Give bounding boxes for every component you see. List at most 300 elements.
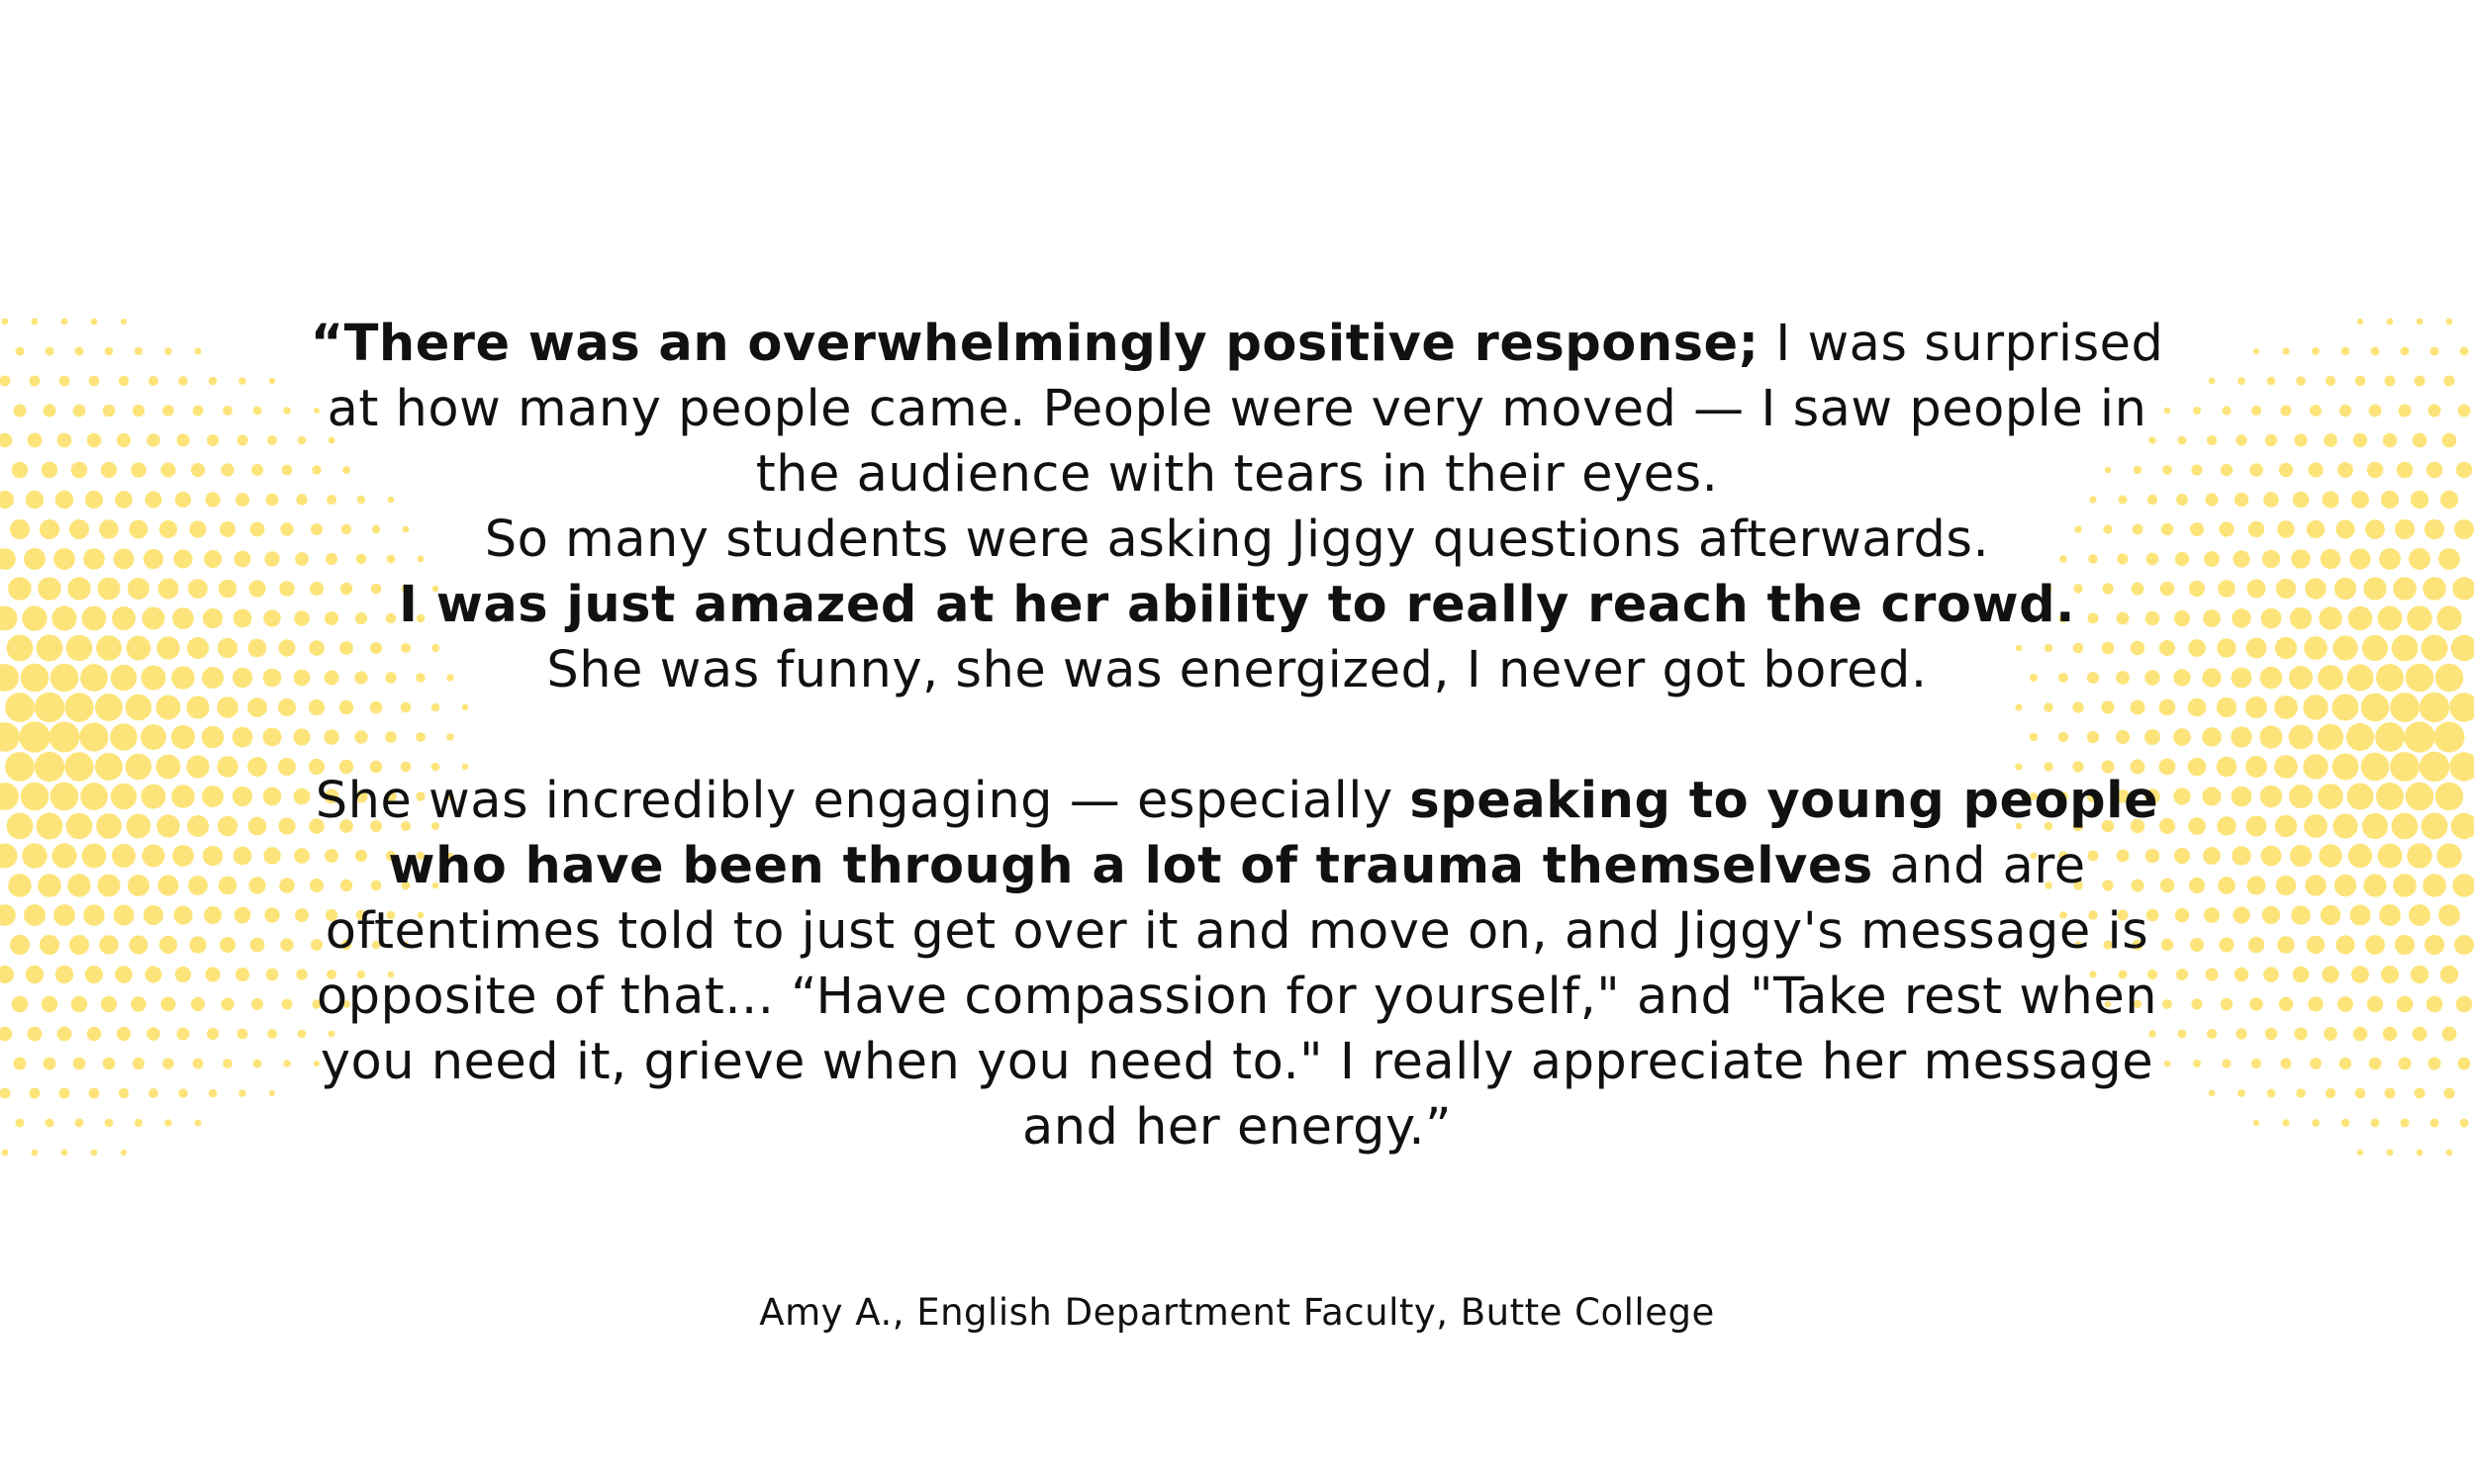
quote-text: So many students were asking Jiggy questions afterwards. [484,510,1990,569]
halftone-dot [223,406,233,416]
halftone-dot [177,434,190,447]
halftone-dot [2369,405,2382,417]
halftone-dot [2362,635,2388,661]
halftone-dot [28,433,43,448]
halftone-dot [2203,609,2221,627]
halftone-dot [2178,1030,2187,1039]
halftone-dot [238,1029,248,1040]
halftone-dot [2440,491,2458,509]
halftone-dot [69,935,89,955]
halftone-dot [2365,519,2385,539]
halftone-dot [2294,433,2307,446]
halftone-dot [248,877,265,893]
halftone-dot [21,783,49,811]
halftone-dot [238,435,248,446]
halftone-dot [2202,727,2222,747]
halftone-dot [2193,407,2201,415]
halftone-dot [251,998,263,1010]
halftone-dot [133,405,144,417]
halftone-dot [46,347,54,356]
halftone-dot [156,696,181,720]
halftone-dot [148,1088,158,1098]
halftone-dot [2334,578,2356,600]
halftone-dot [2425,519,2444,539]
halftone-dot [57,433,72,448]
halftone-dot [2246,816,2267,837]
halftone-dot [0,548,16,570]
halftone-dot [2460,1119,2469,1128]
halftone-dot [19,721,49,752]
halftone-dot [2362,813,2388,839]
halftone-dot [2233,906,2249,923]
halftone-dot [2193,1060,2201,1067]
halftone-dot [135,347,143,355]
halftone-dot [2209,1090,2216,1097]
halftone-dot [202,786,224,807]
halftone-dot [2423,874,2446,897]
halftone-dot [2369,1058,2382,1070]
halftone-dot [24,904,46,926]
halftone-dot [235,907,251,924]
halftone-dot [2442,433,2457,448]
halftone-dot [2413,433,2427,448]
halftone-dot [2221,998,2233,1010]
halftone-dot [2442,1027,2457,1042]
halftone-dot [2310,405,2322,417]
halftone-dot [2353,1027,2367,1041]
halftone-dot [2337,996,2353,1012]
halftone-dot [2385,1088,2396,1099]
halftone-dot [2293,967,2310,983]
halftone-dot [221,997,234,1010]
halftone-dot [5,693,35,722]
halftone-dot [7,813,34,840]
halftone-dot [2387,319,2394,325]
halftone-dot [119,376,129,386]
halftone-dot [22,605,47,630]
halftone-dot [248,817,267,836]
halftone-dot [112,844,136,868]
halftone-dot [127,814,151,839]
halftone-dot [2458,405,2471,417]
halftone-dot [193,406,204,417]
halftone-dot [2375,722,2405,752]
quote-highlight-2: I was just amazed at her ability to really reach the crowd. [399,576,2075,634]
halftone-dot [238,377,246,385]
halftone-dot [0,844,18,869]
halftone-dot [82,606,107,631]
halftone-dot [2452,577,2474,600]
halftone-dot [2387,1150,2394,1157]
halftone-dot [2191,464,2202,475]
halftone-dot [28,1027,43,1042]
halftone-dot [204,906,222,924]
halftone-dot [16,1119,25,1128]
halftone-dot [2378,606,2403,631]
halftone-dot [2383,1027,2398,1042]
halftone-dot [263,847,280,864]
halftone-dot [2407,843,2431,868]
halftone-dot [2339,405,2351,417]
halftone-dot [2321,905,2340,925]
halftone-dot [143,845,165,868]
halftone-dot [2337,462,2353,478]
halftone-dot [85,491,103,509]
halftone-dot [2449,693,2474,721]
halftone-dot [280,522,293,535]
halftone-dot [2261,608,2282,629]
halftone-dot [44,1058,56,1070]
halftone-dot [38,874,61,897]
halftone-dot [2248,937,2264,953]
halftone-dot [75,1119,84,1128]
halftone-dot [115,491,133,509]
halftone-dot [253,1060,262,1068]
halftone-dot [2347,784,2374,810]
halftone-dot [2209,378,2216,385]
halftone-dot [91,1150,98,1157]
halftone-dot [2326,376,2335,386]
halftone-dot [8,577,32,601]
halftone-dot [266,969,279,981]
halftone-dot [126,754,152,781]
halftone-dot [2446,319,2453,325]
quote-highlight-3: speaking to young people who have been through a lot of trauma themselves [388,772,2159,895]
halftone-dot [189,936,206,953]
halftone-dot [203,846,223,866]
halftone-dot [2411,966,2428,983]
halftone-dot [2422,635,2448,662]
halftone-dot [2202,787,2221,805]
halftone-dot [2304,814,2328,838]
halftone-dot [2348,844,2372,868]
halftone-dot [143,905,163,925]
halftone-dot [248,639,267,658]
halftone-dot [2290,845,2312,867]
halftone-dot [2178,436,2187,445]
halftone-dot [188,579,208,599]
halftone-dot [238,1089,246,1097]
halftone-dot [2291,905,2311,925]
halftone-dot [14,405,27,417]
halftone-dot [2332,754,2359,781]
halftone-dot [87,1027,102,1042]
halftone-dot [253,407,262,416]
halftone-dot [2392,635,2419,662]
halftone-dot [126,695,152,721]
halftone-dot [2263,967,2279,982]
halftone-dot [2176,969,2188,980]
halftone-dot [0,722,20,752]
halftone-dot [2367,996,2383,1012]
halftone-dot [2397,462,2414,479]
halftone-dot [42,462,58,479]
halftone-dot [2321,549,2340,569]
halftone-dot [2267,1089,2276,1098]
halftone-dot [40,519,59,539]
halftone-dot [219,580,238,599]
halftone-dot [2275,815,2297,837]
halftone-dot [219,877,238,895]
halftone-dot [220,521,236,537]
halftone-dot [71,462,88,479]
halftone-dot [2390,693,2420,722]
halftone-dot [188,876,208,895]
halftone-dot [2249,997,2263,1011]
halftone-dot [2319,844,2341,867]
halftone-dot [2406,783,2434,811]
halftone-dot [80,783,108,810]
halftone-dot [282,999,293,1010]
halftone-dot [283,1060,291,1067]
halftone-dot [2,1150,9,1157]
halftone-dot [71,996,88,1013]
halftone-dot [96,813,122,839]
halftone-dot [143,549,163,569]
halftone-dot [247,757,267,777]
halftone-dot [2236,434,2246,445]
halftone-dot [111,784,137,809]
halftone-dot [2324,1027,2337,1041]
halftone-dot [0,1027,12,1042]
halftone-dot [2404,721,2434,752]
halftone-dot [2415,376,2426,387]
halftone-dot [117,1027,131,1041]
halftone-dot [2393,577,2417,601]
quote-text: She was funny, she was energized, I never got bored. [546,641,1928,699]
halftone-dot [105,347,114,356]
halftone-dot [2361,694,2390,722]
halftone-dot [2451,635,2474,662]
halftone-dot [2222,1059,2231,1067]
halftone-dot [217,756,238,778]
halftone-dot [2454,935,2474,955]
halftone-dot [250,522,265,537]
halftone-dot [187,637,209,659]
halftone-dot [2378,844,2403,869]
halftone-dot [209,377,218,386]
halftone-dot [235,551,251,568]
halftone-dot [7,635,34,662]
halftone-dot [2435,783,2464,811]
halftone-dot [233,727,253,748]
halftone-dot [177,1028,190,1041]
halftone-dot [279,878,295,893]
halftone-dot [158,579,179,600]
halftone-dot [67,577,90,600]
halftone-dot [2341,347,2349,355]
halftone-dot [53,548,75,570]
halftone-dot [127,636,151,661]
halftone-dot [263,669,282,688]
halftone-dot [148,376,158,386]
halftone-dot [2304,636,2328,660]
halftone-dot [110,723,138,751]
halftone-dot [2189,581,2205,597]
halftone-dot [2428,1058,2441,1070]
halftone-dot [99,519,119,539]
halftone-dot [55,966,73,983]
halftone-dot [251,464,263,476]
halftone-dot [2413,1027,2427,1042]
halftone-dot [278,817,295,834]
halftone-dot [30,1088,41,1099]
halftone-dot [233,668,252,688]
halftone-dot [130,936,148,955]
quote-text: I was surprised at how many people came. People were very moved — I saw people in the audience with tears in their eyes. [327,315,2164,504]
halftone-dot [173,549,192,568]
halftone-dot [141,724,166,750]
halftone-dot [2176,494,2188,506]
halftone-dot [191,463,205,477]
halftone-dot [2222,406,2231,415]
halftone-dot [156,636,179,659]
halftone-dot [195,1120,202,1127]
halftone-dot [217,696,238,718]
halftone-dot [79,722,108,751]
halftone-dot [105,1119,114,1128]
halftone-dot [131,996,146,1012]
halftone-dot [178,376,187,385]
halftone-dot [195,348,202,355]
halftone-dot [64,693,93,721]
halftone-dot [82,844,107,869]
halftone-dot [2351,491,2369,509]
halftone-dot [234,609,252,628]
halftone-dot [2351,966,2369,983]
halftone-dot [73,1058,86,1070]
halftone-dot [269,1090,275,1096]
halftone-dot [2265,434,2277,446]
halftone-dot [5,752,35,782]
halftone-dot [24,548,46,570]
halftone-dot [2190,522,2204,536]
halftone-dot [2392,813,2419,840]
halftone-dot [207,434,219,446]
halftone-dot [2233,550,2249,567]
halftone-dot [221,463,234,476]
halftone-dot [2390,752,2420,782]
halftone-dot [2221,464,2233,476]
halftone-dot [156,814,179,837]
halftone-dot [57,1027,72,1042]
halftone-dot [2397,996,2414,1013]
halftone-dot [2346,723,2374,751]
halftone-dot [2267,377,2276,386]
halftone-dot [2347,665,2374,692]
halftone-dot [2188,817,2206,835]
halftone-dot [280,938,293,951]
halftone-dot [2262,906,2280,924]
halftone-dot [2204,551,2220,567]
halftone-dot [2395,935,2415,955]
halftone-dot [22,843,47,868]
halftone-dot [161,997,176,1012]
halftone-dot [2218,877,2236,894]
halftone-dot [247,697,267,717]
halftone-dot [282,465,293,476]
halftone-dot [0,783,19,810]
halftone-dot [2235,493,2248,507]
halftone-dot [2332,635,2357,660]
halftone-dot [2217,816,2236,835]
halftone-dot [2253,348,2259,354]
halftone-dot [193,1059,204,1069]
halftone-dot [83,548,105,570]
halftone-dot [2376,664,2404,692]
halftone-dot [2436,843,2461,868]
halftone-dot [26,491,44,509]
halftone-dot [37,635,63,662]
halftone-dot [2451,813,2474,840]
halftone-dot [75,347,84,356]
halftone-dot [2291,549,2311,569]
halftone-dot [91,319,98,325]
halftone-dot [2289,785,2313,808]
halftone-dot [0,966,14,983]
halftone-dot [0,664,19,692]
halftone-dot [2409,904,2430,926]
halftone-dot [223,1059,233,1068]
halftone-dot [10,519,30,539]
halftone-dot [158,876,179,896]
halftone-dot [64,752,93,781]
halftone-dot [2349,548,2370,569]
halftone-dot [2318,784,2343,809]
halftone-dot [172,845,194,867]
halftone-dot [95,753,123,781]
halftone-dot [2307,520,2325,538]
halftone-dot [2383,433,2398,448]
halftone-dot [205,967,220,981]
halftone-dot [218,638,238,658]
halftone-dot [218,816,238,836]
halftone-dot [269,378,275,384]
halftone-dot [191,997,205,1011]
halftone-dot [8,874,32,897]
halftone-dot [0,904,16,926]
halftone-dot [2438,548,2460,570]
halftone-dot [51,843,76,868]
halftone-dot [248,580,265,597]
halftone-dot [114,905,135,926]
halftone-dot [2303,754,2328,779]
halftone-dot [2251,1059,2261,1068]
halftone-dot [2456,462,2473,479]
halftone-dot [111,665,137,691]
halftone-dot [142,785,166,809]
halftone-dot [121,1150,127,1156]
halftone-dot [101,996,117,1012]
halftone-dot [61,319,68,325]
halftone-dot [44,405,56,417]
halftone-dot [101,462,117,478]
halftone-dot [172,607,194,629]
halftone-dot [59,1088,70,1099]
halftone-dot [2259,725,2282,748]
halftone-dot [2235,968,2248,981]
halftone-dot [128,578,149,600]
halftone-dot [2294,1027,2307,1040]
halftone-dot [2281,406,2292,417]
halftone-dot [2237,1089,2245,1097]
halftone-dot [2319,606,2341,629]
halftone-dot [171,785,195,808]
halftone-dot [2420,752,2449,782]
halftone-dot [207,1028,219,1040]
halftone-dot [2422,813,2448,840]
halftone-dot [51,605,76,630]
